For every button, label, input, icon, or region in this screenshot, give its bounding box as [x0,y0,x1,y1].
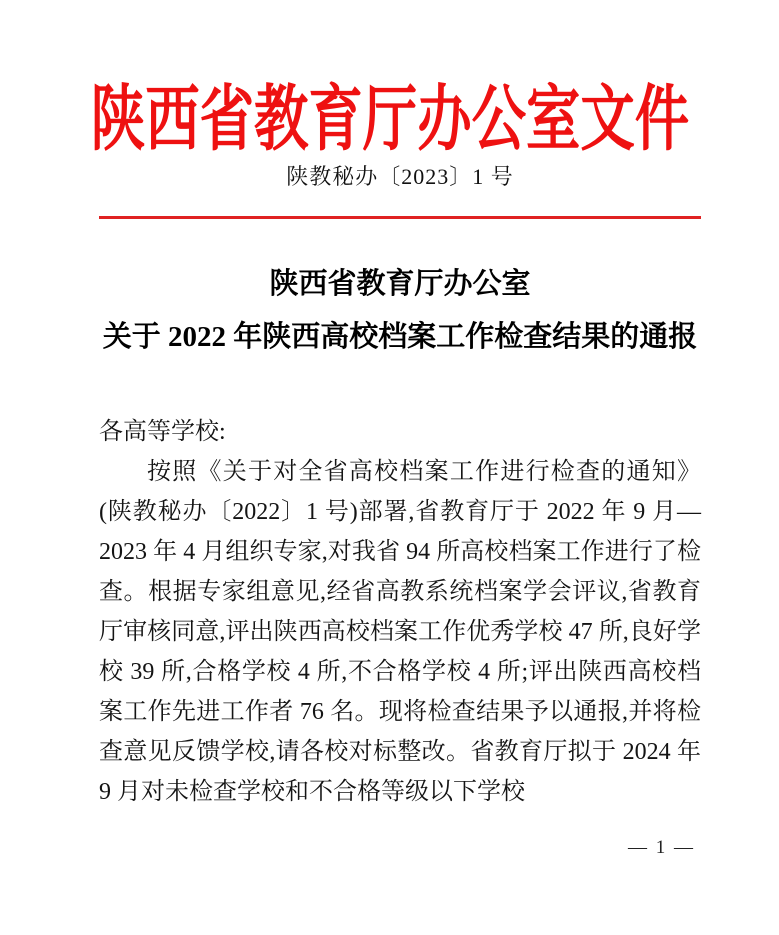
document-body [99,412,701,812]
red-header-title [0,0,779,160]
doc-title-subject: 关于 2022 年陕西高校档案工作检查结果的通报 [102,321,698,353]
red-divider-line [99,216,701,219]
doc-title-org: 陕西省教育厅办公室 [269,268,531,300]
red-header-title-text: 陕西省教育厅办公室文件 [90,79,689,160]
salutation: 各高等学校: [99,419,226,445]
page-number: — 1 — [628,837,695,858]
doc-number: 陕教秘办〔2023〕1 号 [286,164,514,189]
body-paragraph: 按照《关于对全省高校档案工作进行检查的通知》(陕教秘办〔2022〕1 号)部署,省教育厅于 2022 年 9 月—2023 年 4 月组织专家,对我省 94 所高校档案工作进行了检查。根据专家组意见,经省高教系统档案学会评议,省教育厅审核同意,评出陕西高校档案工作优秀学校 47 所,良好学校 39 所,合格学校 4 所,不合格学校 4 所;评出陕西高校档案工作先进工作者 76 名。现将检查结果予以通报,并将检查意见反馈学校,请各校对标整改。省教育厅拟于 2024 年 9 月对未检查学校和不合格等级以下学校 [99,459,701,805]
